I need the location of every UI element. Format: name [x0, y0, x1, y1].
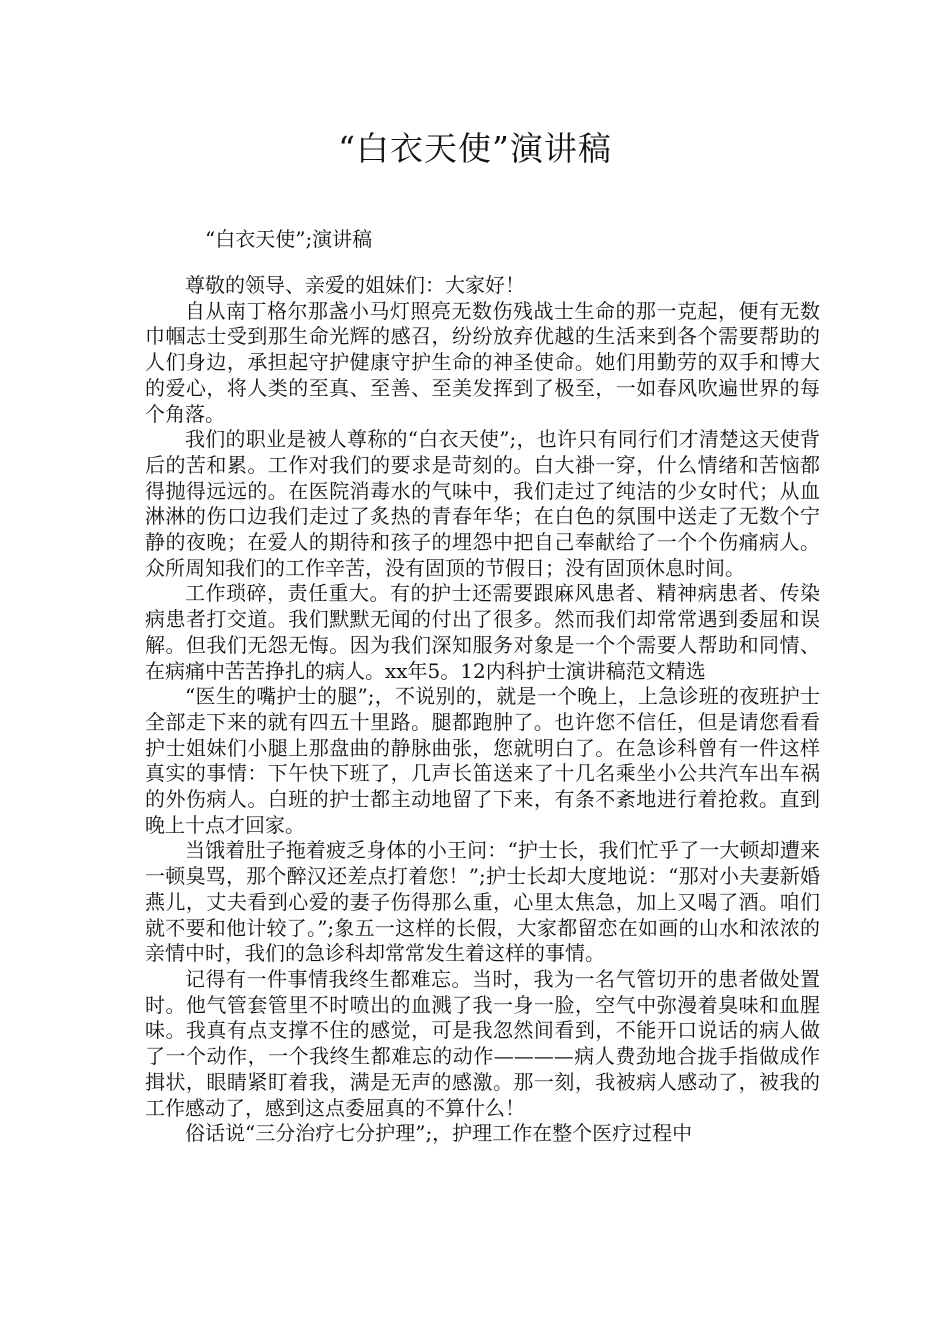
paragraph-memory: 记得有一件事情我终生都难忘。当时，我为一名气管切开的患者做处置时。他气管套管里不时喷出的血溅了我一身一脸，空气中弥漫着臭味和血腥味。我真有点支撑不住的感觉，可是我忽然间看到，不能开口说话的病人做了一个动作，一个我终生都难忘的动作————病人费劲地合拢手指做成作揖状，眼睛紧盯着我，满是无声的感激。那一刻，我被病人感动了，被我的工作感动了，感到这点委屈真的不算什么！: [145, 966, 820, 1120]
paragraph-responsibility: 工作琐碎，责任重大。有的护士还需要跟麻风患者、精神病患者、传染病患者打交道。我们默默无闻的付出了很多。然而我们却常常遇到委屈和误解。但我们无怨无悔。因为我们深知服务对象是一个个需要人帮助和同情、在病痛中苦苦挣扎的病人。xx年5。12内科护士演讲稿范文精选: [145, 581, 820, 683]
paragraph-head-nurse: 当饿着肚子拖着疲乏身体的小王问：“护士长，我们忙乎了一大顿却遭来一顿臭骂，那个醉汉还差点打着您！”;护士长却大度地说：“那对小夫妻新婚燕儿，丈夫看到心爱的妻子伤得那么重，心里太焦急，加上又喝了酒。咱们就不要和他计较了。”;象五一这样的长假，大家都留恋在如画的山水和浓浓的亲情中时，我们的急诊科却常常发生着这样的事情。: [145, 838, 820, 966]
document-subtitle: “白衣天使”;演讲稿: [205, 227, 373, 251]
paragraph-profession: 我们的职业是被人尊称的“白衣天使”;，也许只有同行们才清楚这天使背后的苦和累。工作对我们的要求是苛刻的。白大褂一穿，什么情绪和苦恼都得抛得远远的。在医院消毒水的气味中，我们走过了纯洁的少女时代；从血淋淋的伤口边我们走过了炙热的青春年华；在白色的氛围中送走了无数个宁静的夜晚；在爱人的期待和孩子的埋怨中把自己奉献给了一个个伤痛病人。众所周知我们的工作辛苦，没有固顶的节假日；没有固顶休息时间。: [145, 427, 820, 580]
paragraph-saying: 俗话说“三分治疗七分护理”;，护理工作在整个医疗过程中: [185, 1121, 693, 1146]
document-body: [145, 273, 820, 1147]
paragraph-nightingale: 自从南丁格尔那盏小马灯照亮无数伤残战士生命的那一克起，便有无数巾帼志士受到那生命光辉的感召，纷纷放弃优越的生活来到各个需要帮助的人们身边，承担起守护健康守护生命的神圣使命。她们用勤劳的双手和博大的爱心，将人类的至真、至善、至美发挥到了极至，一如春风吹遍世界的每个角落。: [145, 298, 820, 426]
document-title: “白衣天使”演讲稿: [338, 129, 612, 168]
paragraph-emergency: “医生的嘴护士的腿”;，不说别的，就是一个晚上，上急诊班的夜班护士全部走下来的就有四五十里路。腿都跑肿了。也许您不信任，但是请您看看护士姐妹们小腿上那盘曲的静脉曲张，您就明白了。在急诊科曾有一件这样真实的事情：下午快下班了，几声长笛送来了十几名乘坐小公共汽车出车祸的外伤病人。白班的护士都主动地留了下来，有条不紊地进行着抢救。直到晚上十点才回家。: [145, 684, 820, 837]
paragraph-greeting: 尊敬的领导、亲爱的姐妹们：大家好！: [185, 273, 525, 297]
